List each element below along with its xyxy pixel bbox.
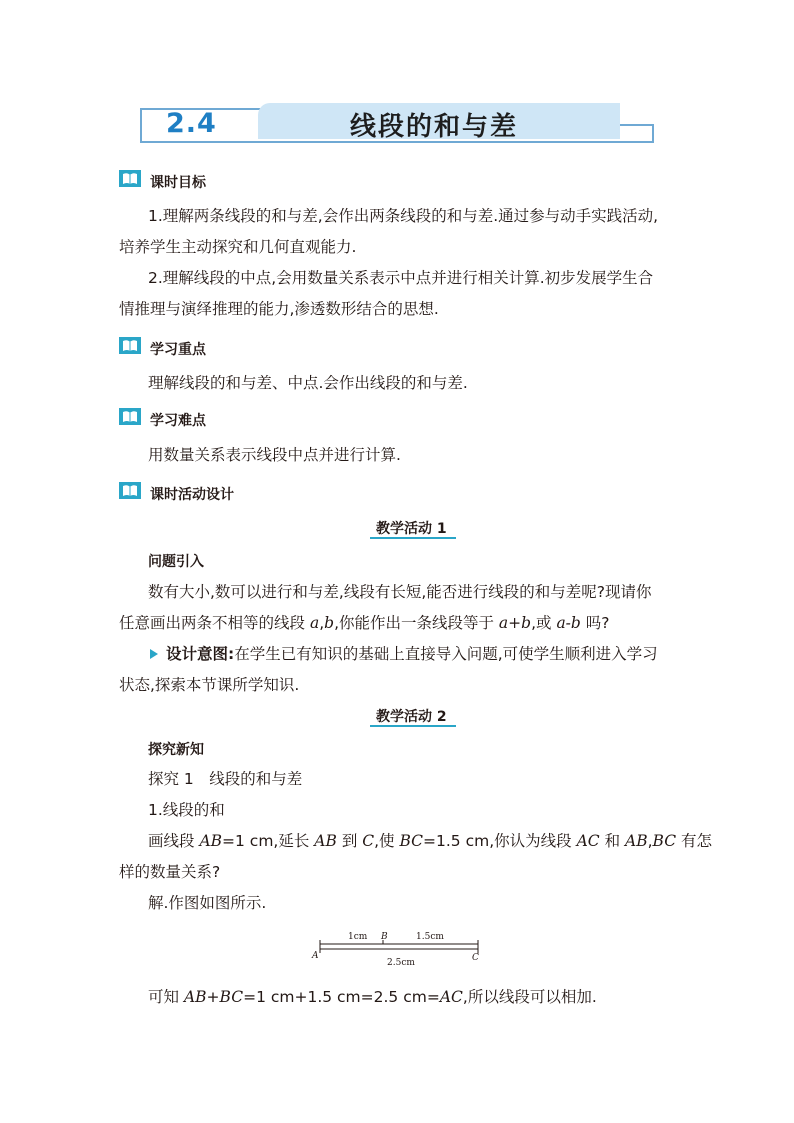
question-line-1: 画线段 AB=1 cm,延长 AB 到 C,使 BC=1.5 cm,你认为线段 AC 和 AB,BC 有怎 [148, 832, 713, 850]
label-c: C [472, 953, 479, 963]
activity-1-line-1: 数有大小,数可以进行和与差,线段有长短,能否进行线段的和与差呢?现请你 [148, 583, 652, 601]
header-frame-left [140, 108, 142, 143]
item-1-heading: 1.线段的和 [148, 801, 225, 819]
activity-1-subtitle: 问题引入 [148, 554, 204, 570]
focus-text: 理解线段的和与差、中点.会作出线段的和与差. [148, 374, 468, 392]
book-icon [119, 408, 141, 425]
label-1-5cm: 1.5cm [416, 932, 444, 942]
label-a: A [312, 951, 319, 961]
segment-diagram [310, 928, 485, 970]
triangle-bullet-icon [150, 649, 158, 659]
label-b: B [381, 932, 388, 942]
difficulty-text: 用数量关系表示线段中点并进行计算. [148, 446, 401, 464]
section-title: 线段的和与差 [350, 112, 519, 142]
section-number: 2.4 [166, 108, 217, 139]
activity-2-underline [370, 725, 456, 727]
book-icon [119, 170, 141, 187]
header-frame-right [652, 124, 654, 143]
objective-1-line-1: 1.理解两条线段的和与差,会作出两条线段的和与差.通过参与动手实践活动, [148, 207, 659, 225]
activity-1-underline [370, 537, 456, 539]
book-icon [119, 482, 141, 499]
header-frame-right-top [620, 124, 654, 126]
solution-text: 解.作图如图所示. [148, 894, 267, 912]
design-intent-line-1: 设计意图:在学生已有知识的基础上直接导入问题,可使学生顺利进入学习 [166, 645, 658, 663]
objective-2-line-1: 2.理解线段的中点,会用数量关系表示中点并进行相关计算.初步发展学生合 [148, 269, 654, 287]
focus-heading: 学习重点 [150, 342, 206, 358]
activity-1-line-2: 任意画出两条不相等的线段 a,b,你能作出一条线段等于 a+b,或 a-b 吗? [119, 614, 610, 632]
design-heading: 课时活动设计 [150, 487, 234, 503]
activity-2-title: 教学活动 2 [376, 709, 447, 725]
conclusion-text: 可知 AB+BC=1 cm+1.5 cm=2.5 cm=AC,所以线段可以相加. [148, 988, 597, 1006]
objective-2-line-2: 情推理与演绎推理的能力,渗透数形结合的思想. [119, 300, 439, 318]
design-intent-line-2: 状态,探索本节课所学知识. [119, 676, 300, 694]
activity-1-title: 教学活动 1 [376, 521, 447, 537]
label-1cm: 1cm [348, 932, 368, 942]
activity-2-subtitle: 探究新知 [148, 742, 204, 758]
explore-heading: 探究 1 线段的和与差 [148, 770, 303, 788]
objective-1-line-2: 培养学生主动探究和几何直观能力. [119, 238, 357, 256]
question-line-2: 样的数量关系? [119, 863, 221, 881]
book-icon [119, 337, 141, 354]
difficulty-heading: 学习难点 [150, 413, 206, 429]
label-2-5cm: 2.5cm [387, 958, 415, 968]
objectives-heading: 课时目标 [150, 175, 206, 191]
